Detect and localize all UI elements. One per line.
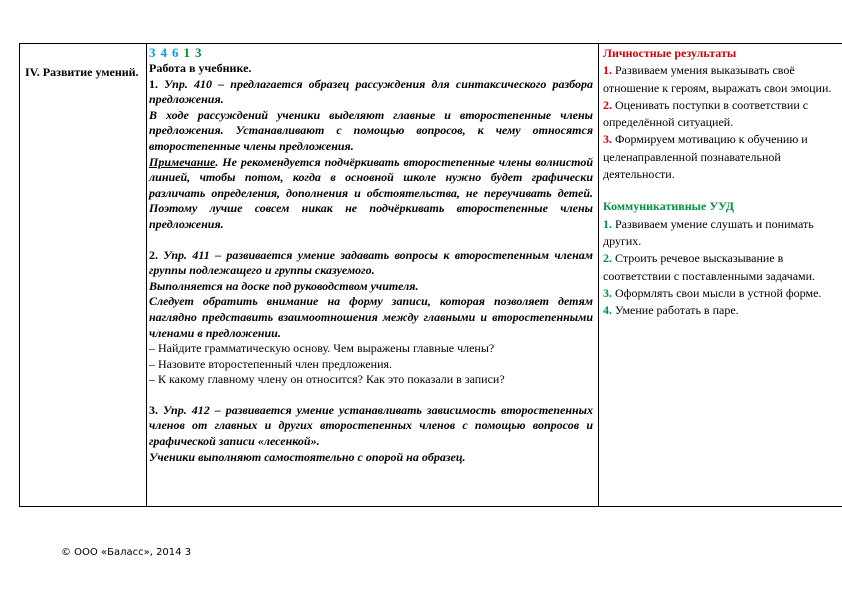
question-2: – Назовите второстепенный член предложения. [149,356,393,371]
exercise-1: 1. Упр. 410 – предлагается образец рассуждения для синтаксического разбора предложения. [149,76,594,107]
number-code: 4 [160,45,168,60]
communicative-item: 2. Строить речевое высказывание в соответствии с поставленными задачами. [603,251,816,283]
activity-cell [149,45,593,465]
exercise-3: 3. Упр. 412 – развивается умение устанавливать зависимость второстепенных членов от главных и других второстепенных членов с помощью вопросов и графической записи «лесенкой». [149,402,594,449]
footer-copyright: © ООО «Баласс», 2014 3 [61,547,192,558]
question-3: – К какому главному члену он относится? Как это показали в записи? [149,372,505,387]
personal-item: 2. Оценивать поступки в соответствии с определённой ситуацией. [603,97,809,130]
communicative-item: 3. Оформлять свои мысли в устной форме. [603,285,822,300]
exercise-1-description: В ходе рассуждений ученики выделяют главные и второстепенные члены предложения. Устанавливают с помощью вопросов, к чему относятся второстепенные члены предложения. [149,107,593,153]
personal-item: 1. Развиваем умения выказывать своё отношение к героям, выражать свои эмоции. [603,63,832,95]
question-1: – Найдите грамматическую основу. Чем выражены главные члены? [149,341,495,356]
number-code: 3 [195,45,203,60]
exercise-2: 2. Упр. 411 – развивается умение задавать вопросы к второстепенным членам группы подлежащего и группы сказуемого. [149,247,594,278]
note-label: Примечание [149,154,216,169]
stage-title: IV. Развитие умений. [25,65,139,79]
lesson-table [19,43,842,507]
communicative-item: 4. Умение работать в паре. [603,303,739,318]
personal-item: 3. Формируем мотивацию к обучению и целенаправленной познавательной деятельности. [603,132,808,182]
number-code: 1 [183,45,191,60]
number-code: 6 [172,45,180,60]
textbook-heading: Работа в учебнике. [149,61,252,75]
exercise-2-attention: Следует обратить внимание на форму записи, которая позволяет детям наглядно представить взаимоотношения между главными и второстепенными членами в предложении. [149,294,593,340]
column-divider-2 [598,44,599,506]
communicative-title: Коммуникативные УУД [603,199,735,214]
exercise-2-board: Выполняется на доске под руководством учителя. [149,278,419,293]
number-codes [149,45,593,61]
exercise-3-self: Ученики выполняют самостоятельно с опорой на образец. [149,449,466,464]
personal-results-title: Личностные результаты [603,46,737,60]
communicative-item: 1. Развиваем умение слушать и понимать других. [603,216,814,248]
results-cell [603,45,842,319]
number-code: 3 [149,45,157,60]
stage-cell [25,64,140,80]
column-divider-1 [146,44,147,506]
note: Примечание. Не рекомендуется подчёркивать второстепенные члены волнистой линией, чтобы потом, когда в основной школе нужно будет графически различать определения, дополнения и обстоятельства, не переучивать детей. Поэтому лучше совсем никак не подчёркивать второстепенные члены предложения. [149,154,593,231]
